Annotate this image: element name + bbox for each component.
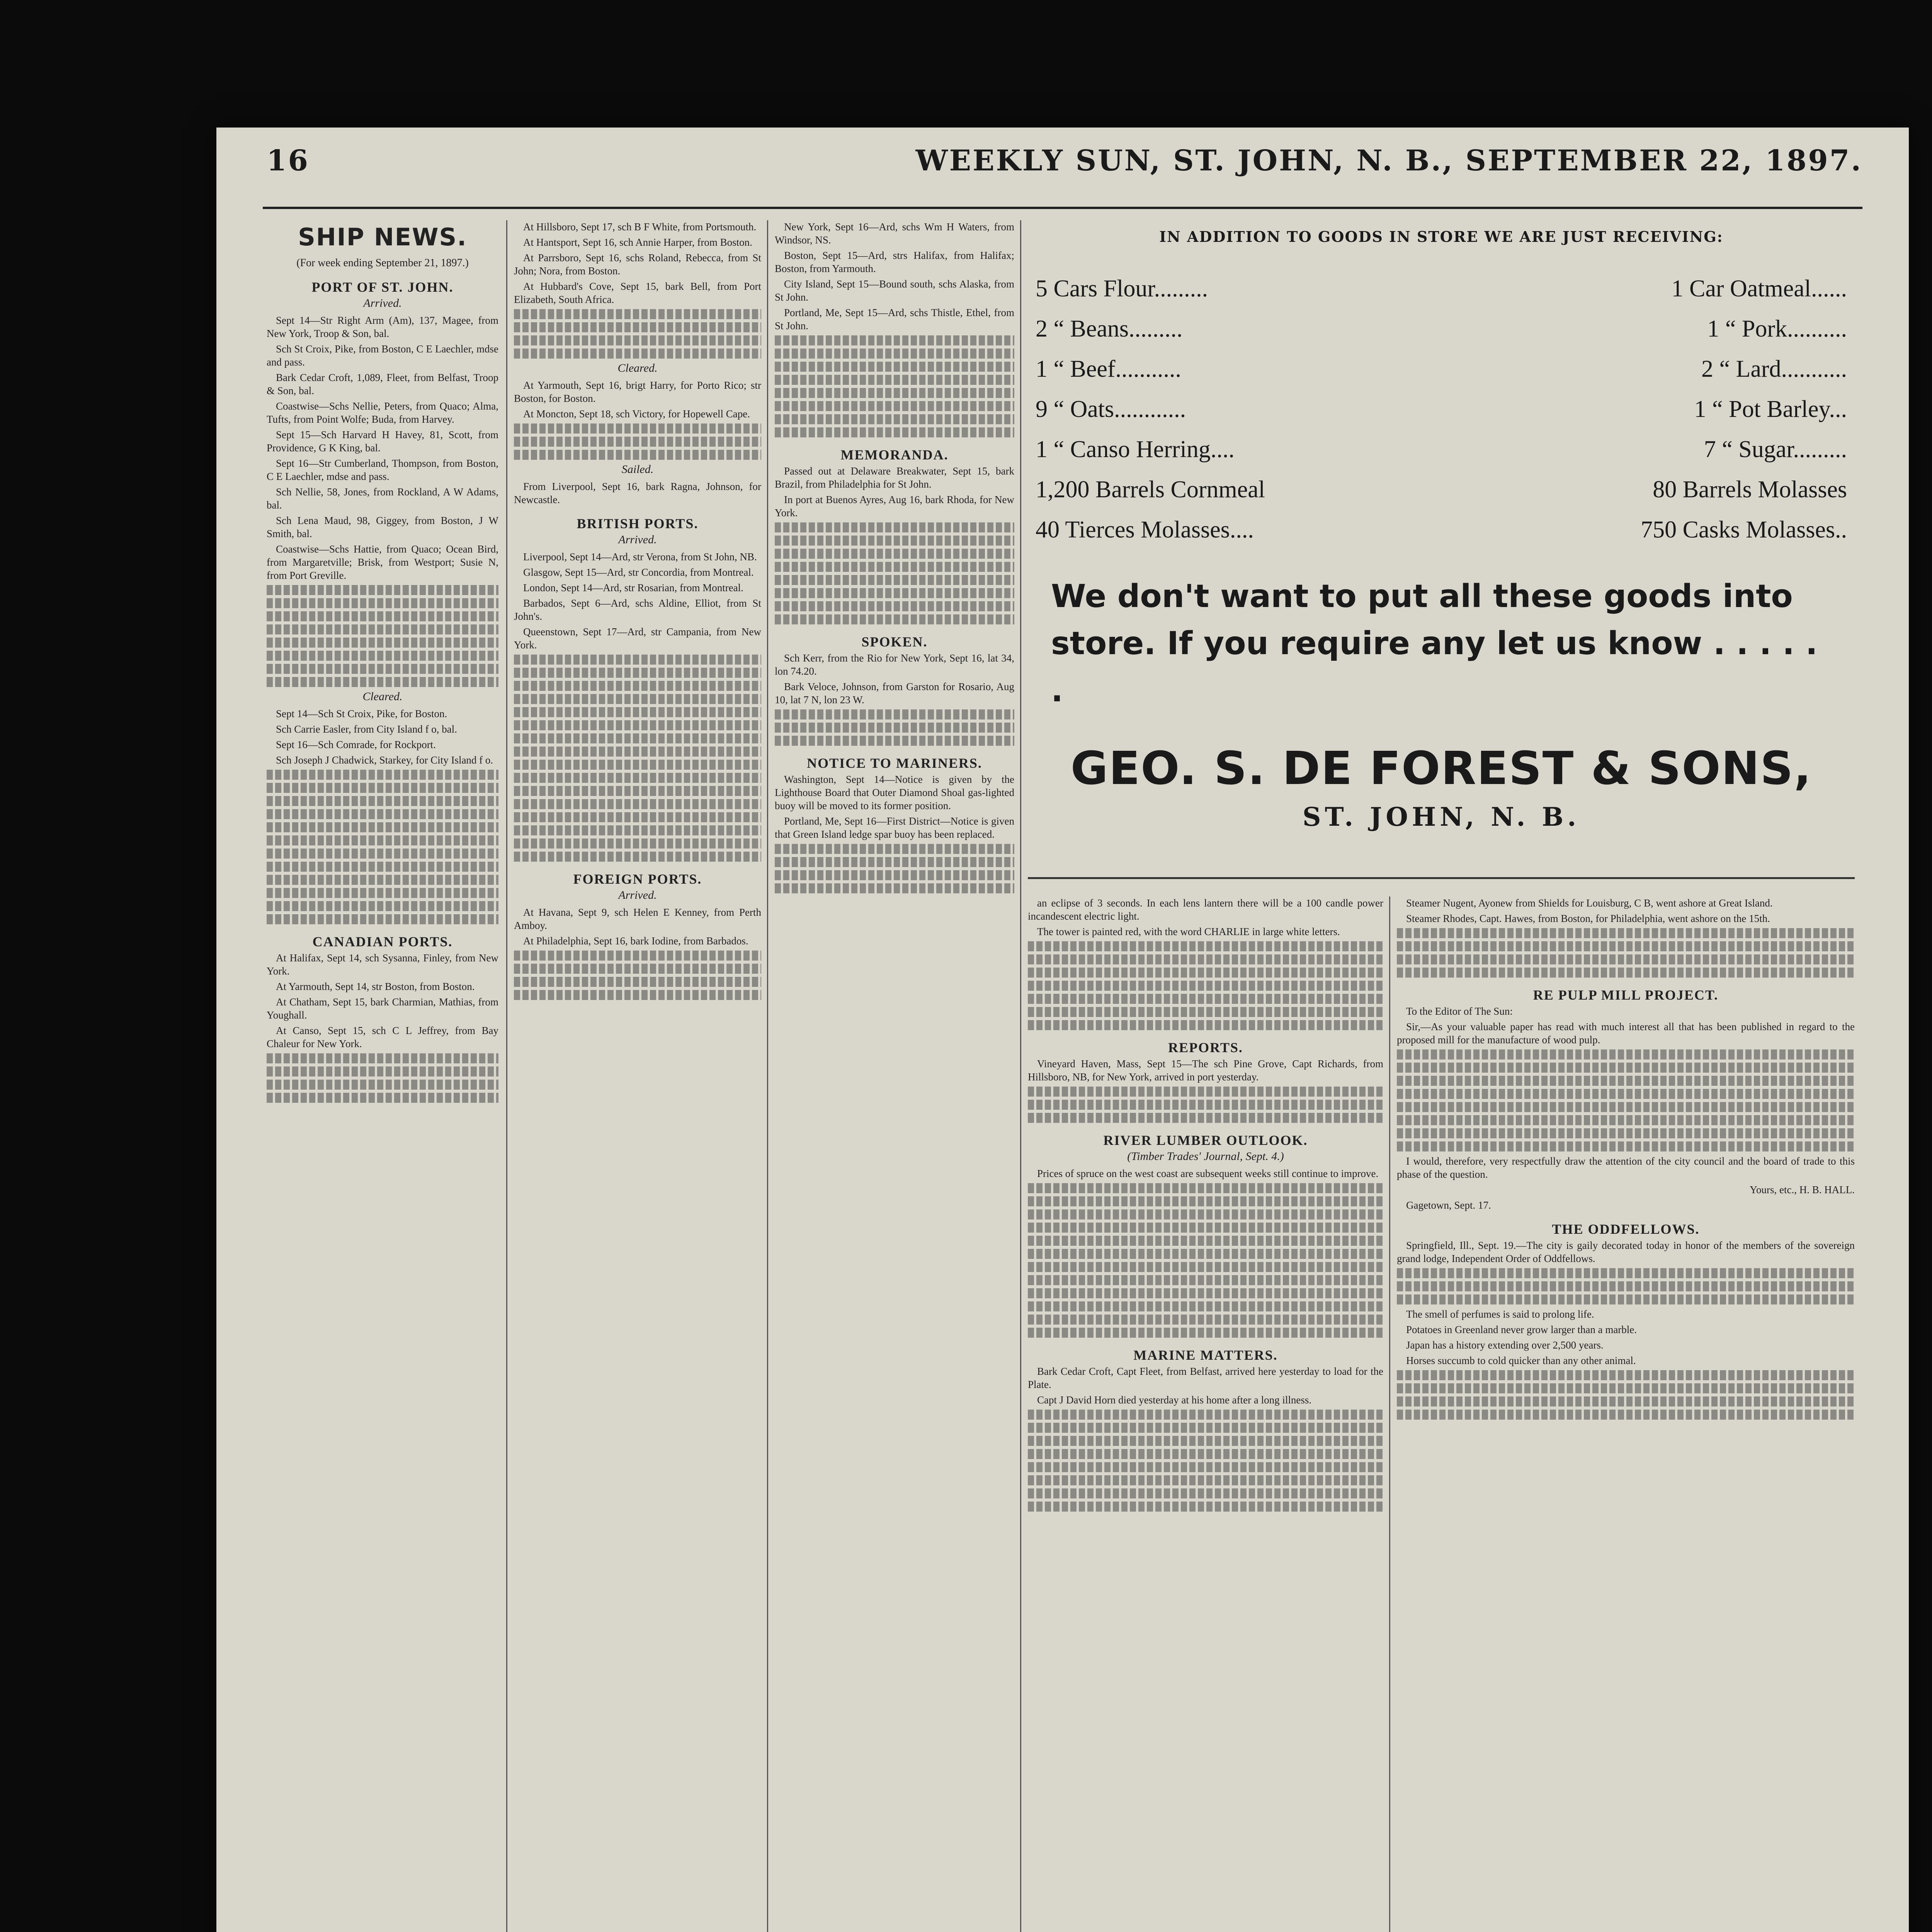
ship-news-item: Coastwise—Schs Hattie, from Quaco; Ocean Bird, from Margaretville; Brisk, from Westport; Susie N, from Port Greville.	[267, 543, 498, 581]
canadian-item: At Canso, Sept 15, sch C L Jeffrey, from Bay Chaleur for New York.	[267, 1025, 498, 1049]
column-ship-news	[267, 220, 498, 1932]
ship-news-item: Sept 16—Str Cumberland, Thompson, from Boston, C E Laechler, mdse and pass.	[267, 457, 498, 482]
ad-goods-list	[1036, 269, 1847, 550]
memoranda-item: Passed out at Delaware Breakwater, Sept 15, bark Brazil, from Philadelphia for St John.	[775, 465, 1014, 490]
memoranda-item: In port at Buenos Ayres, Aug 16, bark Rhoda, for New York.	[775, 494, 1014, 519]
notice-item: Portland, Me, Sept 16—First District—Notice is given that Green Island ledge spar buoy has been replaced.	[775, 815, 1014, 840]
canadian-item: At Halifax, Sept 14, sch Sysanna, Finley, from New York.	[267, 952, 498, 977]
oddfellows-item: Potatoes in Greenland never grow larger than a marble.	[1406, 1324, 1637, 1335]
cleared-item: Sept 16—Sch Comrade, for Rockport.	[276, 739, 436, 750]
cleared-label: Cleared.	[617, 362, 658, 374]
ad-row	[1036, 389, 1847, 429]
ad-slogan: We don't want to put all these goods into store. If you require any let us know . . . . . .	[1051, 578, 1818, 709]
oddfellows-item: Horses succumb to cold quicker than any other animal.	[1406, 1355, 1636, 1366]
oddfellows-item: Springfield, Ill., Sept. 19.—The city is gaily decorated today in honor of the members of the sovereign grand lodge, Independent Order of Oddfellows.	[1397, 1240, 1855, 1264]
ad-row	[1036, 429, 1847, 469]
column-5	[1397, 896, 1855, 1932]
ad-row	[1036, 309, 1847, 349]
ad-item: 1 “ Canso Herring....	[1036, 436, 1235, 463]
masthead-title: WEEKLY SUN, ST. JOHN, N. B., SEPTEMBER 22, 1897.	[915, 144, 1862, 177]
ad-item: 2 “ Beans.........	[1036, 316, 1183, 342]
british-item: Barbados, Sept 6—Ard, schs Aldine, Elliot, from St John's.	[514, 597, 761, 622]
reports-heading: REPORTS.	[1168, 1040, 1243, 1055]
news-item: an eclipse of 3 seconds. In each lens lantern there will be a 100 candle power incandescent electric light.	[1028, 897, 1383, 922]
masthead	[267, 128, 1862, 194]
cleared-item: At Moncton, Sept 18, sch Victory, for Hopewell Cape.	[523, 408, 750, 420]
ship-news-item: Bark Cedar Croft, 1,089, Fleet, from Belfast, Troop & Son, bal.	[267, 372, 498, 396]
page-number: 16	[267, 144, 310, 177]
column-rule	[506, 220, 507, 1932]
ad-item: 1 “ Pork..........	[1707, 316, 1847, 342]
british-item: Liverpool, Sept 14—Ard, str Verona, from St John, NB.	[523, 551, 757, 563]
news-item: The tower is painted red, with the word CHARLIE in large white letters.	[1037, 926, 1340, 937]
ship-news-item: Coastwise—Schs Nellie, Peters, from Quaco; Alma, Tufts, from Point Wolfe; Buda, from Harvey.	[267, 400, 498, 425]
british-item: London, Sept 14—Ard, str Rosarian, from Montreal.	[523, 582, 743, 594]
port-heading: PORT OF ST. JOHN.	[311, 279, 454, 295]
news-item: At Hillsboro, Sept 17, sch B F White, from Portsmouth.	[523, 221, 757, 233]
marine-item: Capt J David Horn died yesterday at his home after a long illness.	[1037, 1394, 1312, 1406]
ad-firm-name: GEO. S. DE FOREST & SONS,	[1070, 742, 1812, 795]
british-ports-heading: BRITISH PORTS.	[577, 516, 699, 531]
canadian-ports-heading: CANADIAN PORTS.	[312, 934, 453, 949]
ad-intro: IN ADDITION TO GOODS IN STORE WE ARE JUST RECEIVING:	[1159, 228, 1723, 245]
ad-item: 40 Tierces Molasses....	[1036, 517, 1254, 543]
column-4	[1028, 896, 1383, 1932]
oddfellows-heading: THE ODDFELLOWS.	[1552, 1221, 1700, 1237]
reports-item: Vineyard Haven, Mass, Sept 15—The sch Pine Grove, Capt Richards, from Hillsboro, NB, for New York, arrived in port yesterday.	[1028, 1058, 1383, 1083]
column-2	[514, 220, 761, 1932]
oddfellows-item: Japan has a history extending over 2,500 years.	[1406, 1339, 1604, 1351]
memoranda-heading: MEMORANDA.	[840, 447, 949, 463]
ad-item: 7 “ Sugar.........	[1704, 436, 1847, 463]
canadian-item: At Yarmouth, Sept 14, str Boston, from Boston.	[276, 981, 475, 992]
news-item: Steamer Rhodes, Capt. Hawes, from Boston, for Philadelphia, went ashore on the 15th.	[1406, 913, 1770, 924]
foreign-ports-heading: FOREIGN PORTS.	[573, 871, 702, 887]
ad-item: 1 “ Pot Barley...	[1694, 396, 1847, 422]
letter-signature: Yours, etc., H. B. HALL.	[1750, 1184, 1855, 1196]
spoken-item: Sch Kerr, from the Rio for New York, Sept 16, lat 34, lon 74.20.	[775, 652, 1014, 677]
newspaper-page	[216, 128, 1909, 1932]
news-item: Boston, Sept 15—Ard, strs Halifax, from Halifax; Boston, from Yarmouth.	[775, 250, 1014, 274]
letter-place: Gagetown, Sept. 17.	[1406, 1199, 1491, 1211]
british-item: Queenstown, Sept 17—Ard, str Campania, from New York.	[514, 626, 761, 651]
spoken-item: Bark Veloce, Johnson, from Garston for Rosario, Aug 10, lat 7 N, lon 23 W.	[775, 681, 1014, 706]
foreign-item: At Havana, Sept 9, sch Helen E Kenney, from Perth Amboy.	[514, 906, 761, 931]
ship-news-item: Sept 14—Str Right Arm (Am), 137, Magee, from New York, Troop & Son, bal.	[267, 315, 498, 339]
ship-news-item: Sch Lena Maud, 98, Giggey, from Boston, J W Smith, bal.	[267, 515, 498, 539]
canadian-item: At Chatham, Sept 15, bark Charmian, Mathias, from Youghall.	[267, 996, 498, 1021]
column-rule	[767, 220, 768, 1932]
marine-matters-heading: MARINE MATTERS.	[1133, 1347, 1278, 1363]
lumber-outlook-heading: RIVER LUMBER OUTLOOK.	[1103, 1133, 1308, 1148]
column-rule	[1020, 220, 1021, 1932]
ad-item: 1,200 Barrels Cornmeal	[1036, 476, 1265, 503]
column-3	[775, 220, 1014, 1932]
ship-news-item: Sch Nellie, 58, Jones, from Rockland, A W Adams, bal.	[267, 486, 498, 511]
notice-to-mariners-heading: NOTICE TO MARINERS.	[807, 755, 982, 771]
ad-row	[1036, 469, 1847, 510]
ad-item: 5 Cars Flour.........	[1036, 276, 1208, 302]
marine-item: Bark Cedar Croft, Capt Fleet, from Belfast, arrived here yesterday to load for the Plate.	[1028, 1366, 1383, 1390]
ad-item: 9 “ Oats............	[1036, 396, 1186, 422]
ad-item: 1 Car Oatmeal......	[1671, 276, 1847, 302]
pulp-intro: To the Editor of The Sun:	[1406, 1005, 1513, 1017]
oddfellows-item: The smell of perfumes is said to prolong life.	[1406, 1308, 1594, 1320]
ad-item: 2 “ Lard...........	[1701, 356, 1847, 382]
cleared-item: Sch Carrie Easler, from City Island f o, bal.	[276, 723, 457, 735]
ship-news-heading: SHIP NEWS.	[298, 223, 467, 251]
masthead-rule	[263, 207, 1862, 209]
sailed-item: From Liverpool, Sept 16, bark Ragna, Johnson, for Newcastle.	[514, 481, 761, 505]
foreign-item: At Philadelphia, Sept 16, bark Iodine, from Barbados.	[523, 935, 748, 947]
ad-city: ST. JOHN, N. B.	[1302, 802, 1580, 832]
column-rule	[1389, 896, 1390, 1932]
ad-row	[1036, 349, 1847, 389]
cleared-item: At Yarmouth, Sept 16, brigt Harry, for Porto Rico; str Boston, for Boston.	[514, 379, 761, 404]
ad-row	[1036, 269, 1847, 309]
cleared-item: Sch Joseph J Chadwick, Starkey, for City Island f o.	[276, 754, 493, 766]
ad-row	[1036, 510, 1847, 550]
notice-item: Washington, Sept 14—Notice is given by the Lighthouse Board that Outer Diamond Shoal gas-lighted buoy will be moved to its former position.	[775, 774, 1014, 811]
ad-item: 750 Casks Molasses..	[1641, 517, 1847, 543]
ad-item: 1 “ Beef...........	[1036, 356, 1182, 382]
news-item: New York, Sept 16—Ard, schs Wm H Waters, from Windsor, NS.	[775, 221, 1014, 246]
news-item: At Hantsport, Sept 16, sch Annie Harper, from Boston.	[523, 236, 752, 248]
news-item: Portland, Me, Sept 15—Ard, schs Thistle, Ethel, from St John.	[775, 307, 1014, 332]
week-note: (For week ending September 21, 1897.)	[296, 257, 469, 269]
british-item: Glasgow, Sept 15—Ard, str Concordia, from Montreal.	[523, 566, 754, 578]
arrived-label: Arrived.	[618, 533, 657, 546]
advertisement	[1028, 220, 1855, 879]
arrived-label: Arrived.	[363, 297, 402, 310]
lumber-source-note: (Timber Trades' Journal, Sept. 4.)	[1127, 1150, 1284, 1163]
cleared-item: Sept 14—Sch St Croix, Pike, for Boston.	[276, 708, 447, 719]
sailed-label: Sailed.	[621, 463, 654, 476]
news-item: Steamer Nugent, Ayonew from Shields for Louisburg, C B, went ashore at Great Island.	[1406, 897, 1773, 909]
arrived-label: Arrived.	[618, 889, 657, 901]
ad-item: 80 Barrels Molasses	[1653, 476, 1847, 503]
spoken-heading: SPOKEN.	[861, 634, 928, 650]
ship-news-item: Sch St Croix, Pike, from Boston, C E Laechler, mdse and pass.	[267, 343, 498, 368]
news-item: At Hubbard's Cove, Sept 15, bark Bell, from Port Elizabeth, South Africa.	[514, 281, 761, 305]
news-item: City Island, Sept 15—Bound south, schs Alaska, from St John.	[775, 278, 1014, 303]
pulp-item: I would, therefore, very respectfully draw the attention of the city council and the board of trade to this phase of the question.	[1397, 1155, 1855, 1180]
pulp-item: Sir,—As your valuable paper has read with much interest all that has been published in regard to the proposed mill for the manufacture of wood pulp.	[1397, 1021, 1855, 1046]
news-item: At Parrsboro, Sept 16, schs Roland, Rebecca, from St John; Nora, from Boston.	[514, 252, 761, 277]
pulp-mill-heading: RE PULP MILL PROJECT.	[1533, 987, 1719, 1003]
ship-news-item: Sept 15—Sch Harvard H Havey, 81, Scott, from Providence, G K King, bal.	[267, 429, 498, 454]
cleared-label: Cleared.	[362, 690, 403, 703]
lumber-item: Prices of spruce on the west coast are subsequent weeks still continue to improve.	[1037, 1168, 1379, 1179]
